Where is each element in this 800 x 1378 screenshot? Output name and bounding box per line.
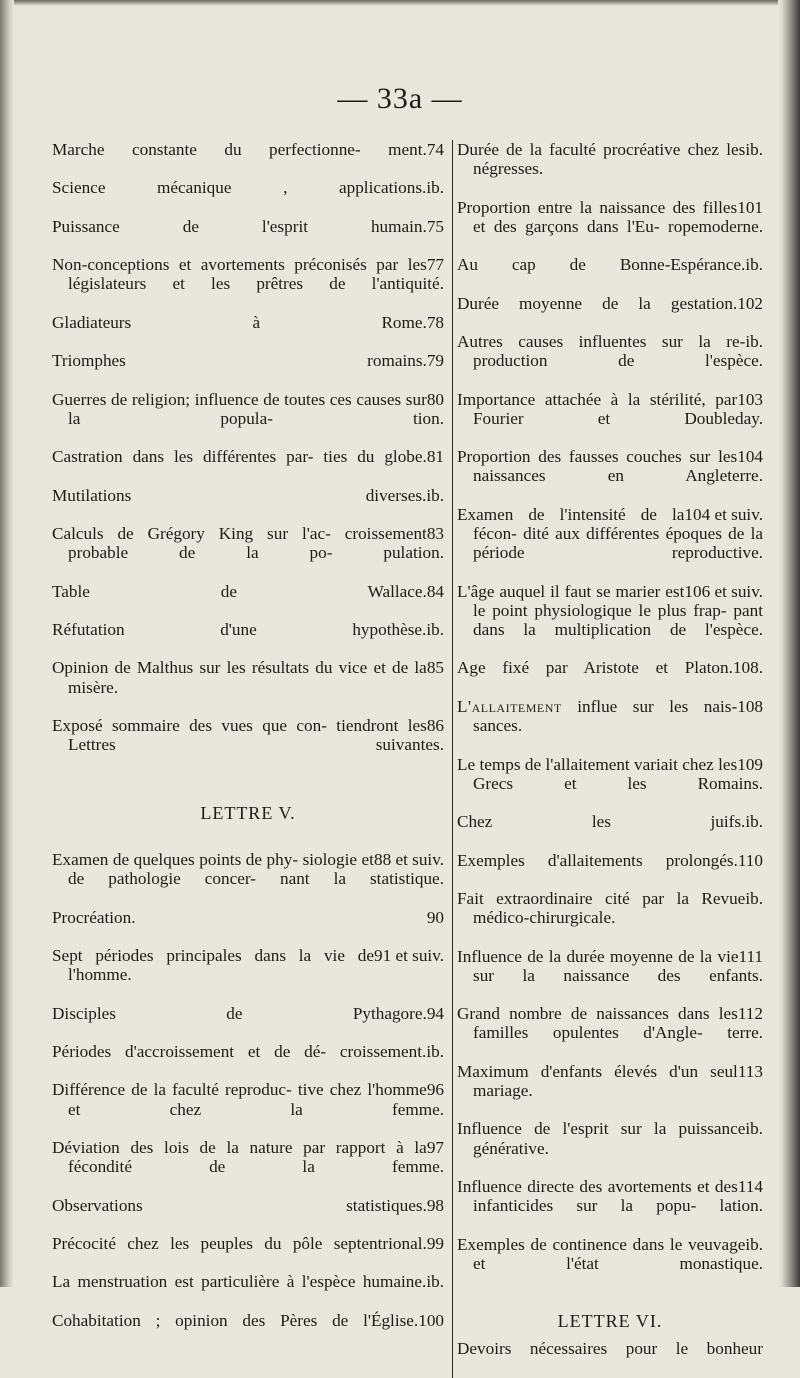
index-entry bbox=[457, 447, 763, 505]
index-entry-text: Proportion des fausses couches sur les naissances en Angleterre. bbox=[457, 447, 763, 486]
index-entry-page: 91 et suiv. bbox=[373, 945, 444, 965]
index-entry-text: Exposé sommaire des vues que con- tiendront les Lettres suivantes. bbox=[52, 716, 444, 755]
index-entry bbox=[457, 505, 763, 582]
index-entry bbox=[52, 351, 444, 389]
index-entry-text: Non-conceptions et avortements préconisés par les législateurs et les prêtres de l'antiquité. bbox=[52, 255, 444, 294]
index-entry-text: Exemples de continence dans le veuvage et l'état monastique. bbox=[457, 1234, 763, 1273]
index-entry-text: Maximum d'enfants élevés d'un seul mariage. bbox=[457, 1061, 738, 1100]
index-entry bbox=[52, 1080, 444, 1138]
index-entry bbox=[457, 332, 763, 390]
index-entry-text: Durée moyenne de la gestation. bbox=[457, 293, 738, 313]
index-entry-text: Exemples d'allaitements prolongés. bbox=[457, 850, 738, 870]
index-entry-page: 84 bbox=[426, 581, 444, 601]
index-entry-page: ib. bbox=[745, 888, 763, 908]
index-entry-page: 101 bbox=[737, 197, 763, 217]
left-entry-list bbox=[52, 140, 444, 774]
index-entry-page: 112 bbox=[737, 1004, 763, 1024]
index-entry-page: 96 bbox=[426, 1080, 444, 1100]
index-entry-text: Grand nombre de naissances dans les familles opulentes d'Angle- terre. bbox=[457, 1004, 763, 1043]
index-entry bbox=[52, 524, 444, 582]
index-entry bbox=[52, 1004, 444, 1042]
index-entry-page: 77 bbox=[426, 255, 444, 275]
index-entry-page: 86 bbox=[426, 716, 444, 736]
index-entry-page: ib. bbox=[745, 1234, 763, 1254]
index-entry-text: Age fixé par Aristote et Platon. bbox=[457, 658, 733, 678]
index-entry-page: 88 et suiv. bbox=[373, 849, 444, 869]
index-entry bbox=[457, 697, 763, 755]
index-entry-page: ib. bbox=[426, 178, 444, 198]
index-entry-page: 79 bbox=[426, 351, 444, 371]
index-entry bbox=[52, 486, 444, 524]
index-entry-page: ib. bbox=[745, 255, 763, 275]
index-entry bbox=[457, 658, 763, 696]
index-entry-text: Marche constante du perfectionne- ment. bbox=[52, 140, 427, 159]
index-entry-page: ib. bbox=[745, 812, 763, 832]
index-entry-text: Puissance de l'esprit humain. bbox=[52, 216, 427, 236]
index-entry bbox=[457, 1119, 763, 1177]
index-entry bbox=[52, 313, 444, 351]
right-section-heading: LETTRE VI. bbox=[557, 1311, 663, 1332]
index-entry bbox=[52, 255, 444, 313]
index-entry-text: Fait extraordinaire cité par la Revue médico-chirurgicale. bbox=[457, 888, 746, 928]
index-entry bbox=[52, 908, 444, 946]
index-entry bbox=[52, 582, 444, 620]
index-entry-page: 114 bbox=[737, 1176, 763, 1196]
index-entry-text: Sept périodes principales dans la vie de l'homme. bbox=[52, 945, 374, 985]
index-entry-text: Procréation. bbox=[52, 907, 136, 927]
index-entry bbox=[52, 716, 444, 774]
index-entry-text: Proportion entre la naissance des filles et des garçons dans l'Eu- ropemoderne. bbox=[457, 197, 763, 236]
index-entry-text: Cohabitation ; opinion des Pères de l'Église. bbox=[52, 1310, 419, 1330]
index-entry-text: Disciples de Pythagore. bbox=[52, 1003, 427, 1023]
index-entry bbox=[52, 946, 444, 1004]
index-entry bbox=[52, 850, 444, 908]
index-entry-page: 74 bbox=[426, 140, 444, 159]
index-entry bbox=[457, 294, 763, 332]
index-entry bbox=[457, 947, 763, 1005]
index-entry-text: Déviation des lois de la nature par rapport à la fécondité de la femme. bbox=[52, 1137, 444, 1177]
index-entry-text: Importance attachée à la stérilité, par Fourier et Doubleday. bbox=[457, 389, 763, 428]
index-entry bbox=[52, 447, 444, 485]
index-entry-text: Périodes d'accroissement et de dé- croissement. bbox=[52, 1041, 427, 1061]
index-entry bbox=[457, 1062, 763, 1120]
index-entry bbox=[52, 1138, 444, 1196]
scan-edge-right bbox=[778, 0, 800, 1287]
index-entry-text: Opinion de Malthus sur les résultats du vice et de la misère. bbox=[52, 658, 427, 697]
index-entry bbox=[52, 217, 444, 255]
index-entry bbox=[52, 620, 444, 658]
right-last-line: Devoirs nécessaires pour le bonheur bbox=[457, 1339, 763, 1359]
index-entry-page: 97 bbox=[426, 1137, 444, 1157]
index-entry-text: Autres causes influentes sur la re- production de l'espèce. bbox=[457, 332, 763, 371]
index-entry-page: ib. bbox=[426, 620, 444, 640]
index-entry-text: L'âge auquel il faut se marier est le point physiologique le plus frap- pant dans la multiplication de l'espèce. bbox=[457, 581, 763, 640]
index-entry-page: 98 bbox=[426, 1195, 444, 1215]
index-entry bbox=[52, 1272, 444, 1310]
index-entry bbox=[52, 390, 444, 448]
index-entry bbox=[457, 140, 763, 198]
index-entry-page: 100 bbox=[418, 1310, 444, 1330]
index-entry bbox=[457, 255, 763, 293]
index-entry-page: 103 bbox=[737, 389, 763, 409]
index-entry bbox=[457, 1004, 763, 1062]
index-entry-text: Le temps de l'allaitement variait chez les Grecs et les Romains. bbox=[457, 754, 763, 793]
index-entry-text: L'allaitement influe sur les nais- sances. bbox=[457, 696, 738, 736]
index-entry-page: ib. bbox=[426, 1041, 444, 1061]
index-entry bbox=[52, 1234, 444, 1272]
index-entry-page: 108. bbox=[732, 658, 763, 678]
index-entry-text: Guerres de religion; influence de toutes ces causes sur la popula- tion. bbox=[52, 389, 444, 428]
index-entry-page: ib. bbox=[426, 485, 444, 505]
index-entry bbox=[457, 1235, 763, 1293]
index-entry-text: Castration dans les différentes par- ties du globe. bbox=[52, 447, 427, 467]
index-entry-text: Gladiateurs à Rome. bbox=[52, 312, 427, 332]
index-entry bbox=[52, 658, 444, 716]
index-entry-text: Science mécanique , applications. bbox=[52, 178, 427, 198]
index-entry-text: Durée de la faculté procréative chez les négresses. bbox=[457, 140, 746, 179]
index-entry-text: Influence directe des avortements et des infanticides sur la popu- lation. bbox=[457, 1176, 763, 1216]
left-column bbox=[52, 140, 444, 1349]
index-entry-text: Mutilations diverses. bbox=[52, 485, 427, 505]
index-entry-text: Influence de l'esprit sur la puissance générative. bbox=[457, 1119, 746, 1158]
index-entry bbox=[457, 851, 763, 889]
index-entry-page: 78 bbox=[426, 312, 444, 332]
index-entry bbox=[52, 140, 444, 178]
index-entry-page: 108 bbox=[737, 696, 763, 716]
scan-edge-top bbox=[0, 0, 800, 6]
index-entry-text: Différence de la faculté reproduc- tive chez l'homme et chez la femme. bbox=[52, 1080, 444, 1119]
index-entry-page: 83 bbox=[426, 524, 444, 544]
left-section-heading: LETTRE V. bbox=[200, 802, 296, 823]
index-entry-page: ib. bbox=[426, 1272, 444, 1292]
index-entry-page: 104 bbox=[737, 447, 763, 467]
index-entry-page: 90 bbox=[426, 907, 444, 927]
index-entry bbox=[457, 582, 763, 659]
index-entry bbox=[457, 812, 763, 850]
index-entry-page: ib. bbox=[745, 1119, 763, 1139]
index-entry bbox=[457, 889, 763, 947]
index-entry-page: 110 bbox=[737, 850, 763, 870]
index-entry-text: Triomphes romains. bbox=[52, 351, 427, 371]
index-entry bbox=[52, 178, 444, 216]
index-entry-text: Table de Wallace. bbox=[52, 581, 427, 601]
index-entry-text: Précocité chez les peuples du pôle septentrional. bbox=[52, 1233, 427, 1253]
index-entry-page: 80 bbox=[426, 389, 444, 409]
index-entry-page: 99 bbox=[426, 1233, 444, 1253]
index-entry-text: Examen de l'intensité de la fécon- dité aux différentes époques de la période reproductive. bbox=[457, 504, 763, 563]
index-entry-page: ib. bbox=[745, 332, 763, 352]
index-entry bbox=[457, 198, 763, 256]
index-entry-text: Influence de la durée moyenne de la vie sur la naissance des enfants. bbox=[457, 946, 763, 985]
index-entry bbox=[52, 1042, 444, 1080]
index-entry bbox=[52, 1196, 444, 1234]
index-entry-text: Chez les juifs. bbox=[457, 812, 746, 832]
index-entry-page: 106 et suiv. bbox=[684, 581, 763, 601]
index-entry-text: Au cap de Bonne-Espérance. bbox=[457, 255, 746, 275]
index-entry bbox=[457, 1177, 763, 1235]
index-entry bbox=[52, 1311, 444, 1349]
index-entry-page: 111 bbox=[738, 946, 763, 966]
index-entry-page: 75 bbox=[426, 216, 444, 236]
index-entry-page: 94 bbox=[426, 1003, 444, 1023]
index-entry bbox=[457, 390, 763, 448]
right-column bbox=[452, 140, 763, 1378]
index-entry-page: 109 bbox=[737, 754, 763, 774]
right-entry-list bbox=[457, 140, 763, 1292]
scan-edge-left bbox=[0, 0, 14, 1287]
index-entry-page: ib. bbox=[745, 140, 763, 159]
index-entry-page: 81 bbox=[426, 447, 444, 467]
left-entry-list-2 bbox=[52, 850, 444, 1349]
index-entry-text: Examen de quelques points de phy- siologie et de pathologie concer- nant la statistique. bbox=[52, 849, 444, 889]
index-entry-page: 102 bbox=[737, 293, 763, 313]
index-entry-text: Observations statistiques. bbox=[52, 1195, 427, 1215]
index-entry-page: 85 bbox=[426, 658, 444, 678]
index-entry-text: Calculs de Grégory King sur l'ac- croissement probable de la po- pulation. bbox=[52, 524, 444, 563]
index-entry-text: La menstruation est particulière à l'espèce humaine. bbox=[52, 1272, 427, 1292]
page-number: — 33a — bbox=[337, 82, 463, 115]
index-entry-page: 113 bbox=[737, 1061, 763, 1081]
index-entry-text: Réfutation d'une hypothèse. bbox=[52, 620, 427, 640]
index-entry-page: 104 et suiv. bbox=[684, 504, 763, 524]
index-entry bbox=[457, 755, 763, 813]
